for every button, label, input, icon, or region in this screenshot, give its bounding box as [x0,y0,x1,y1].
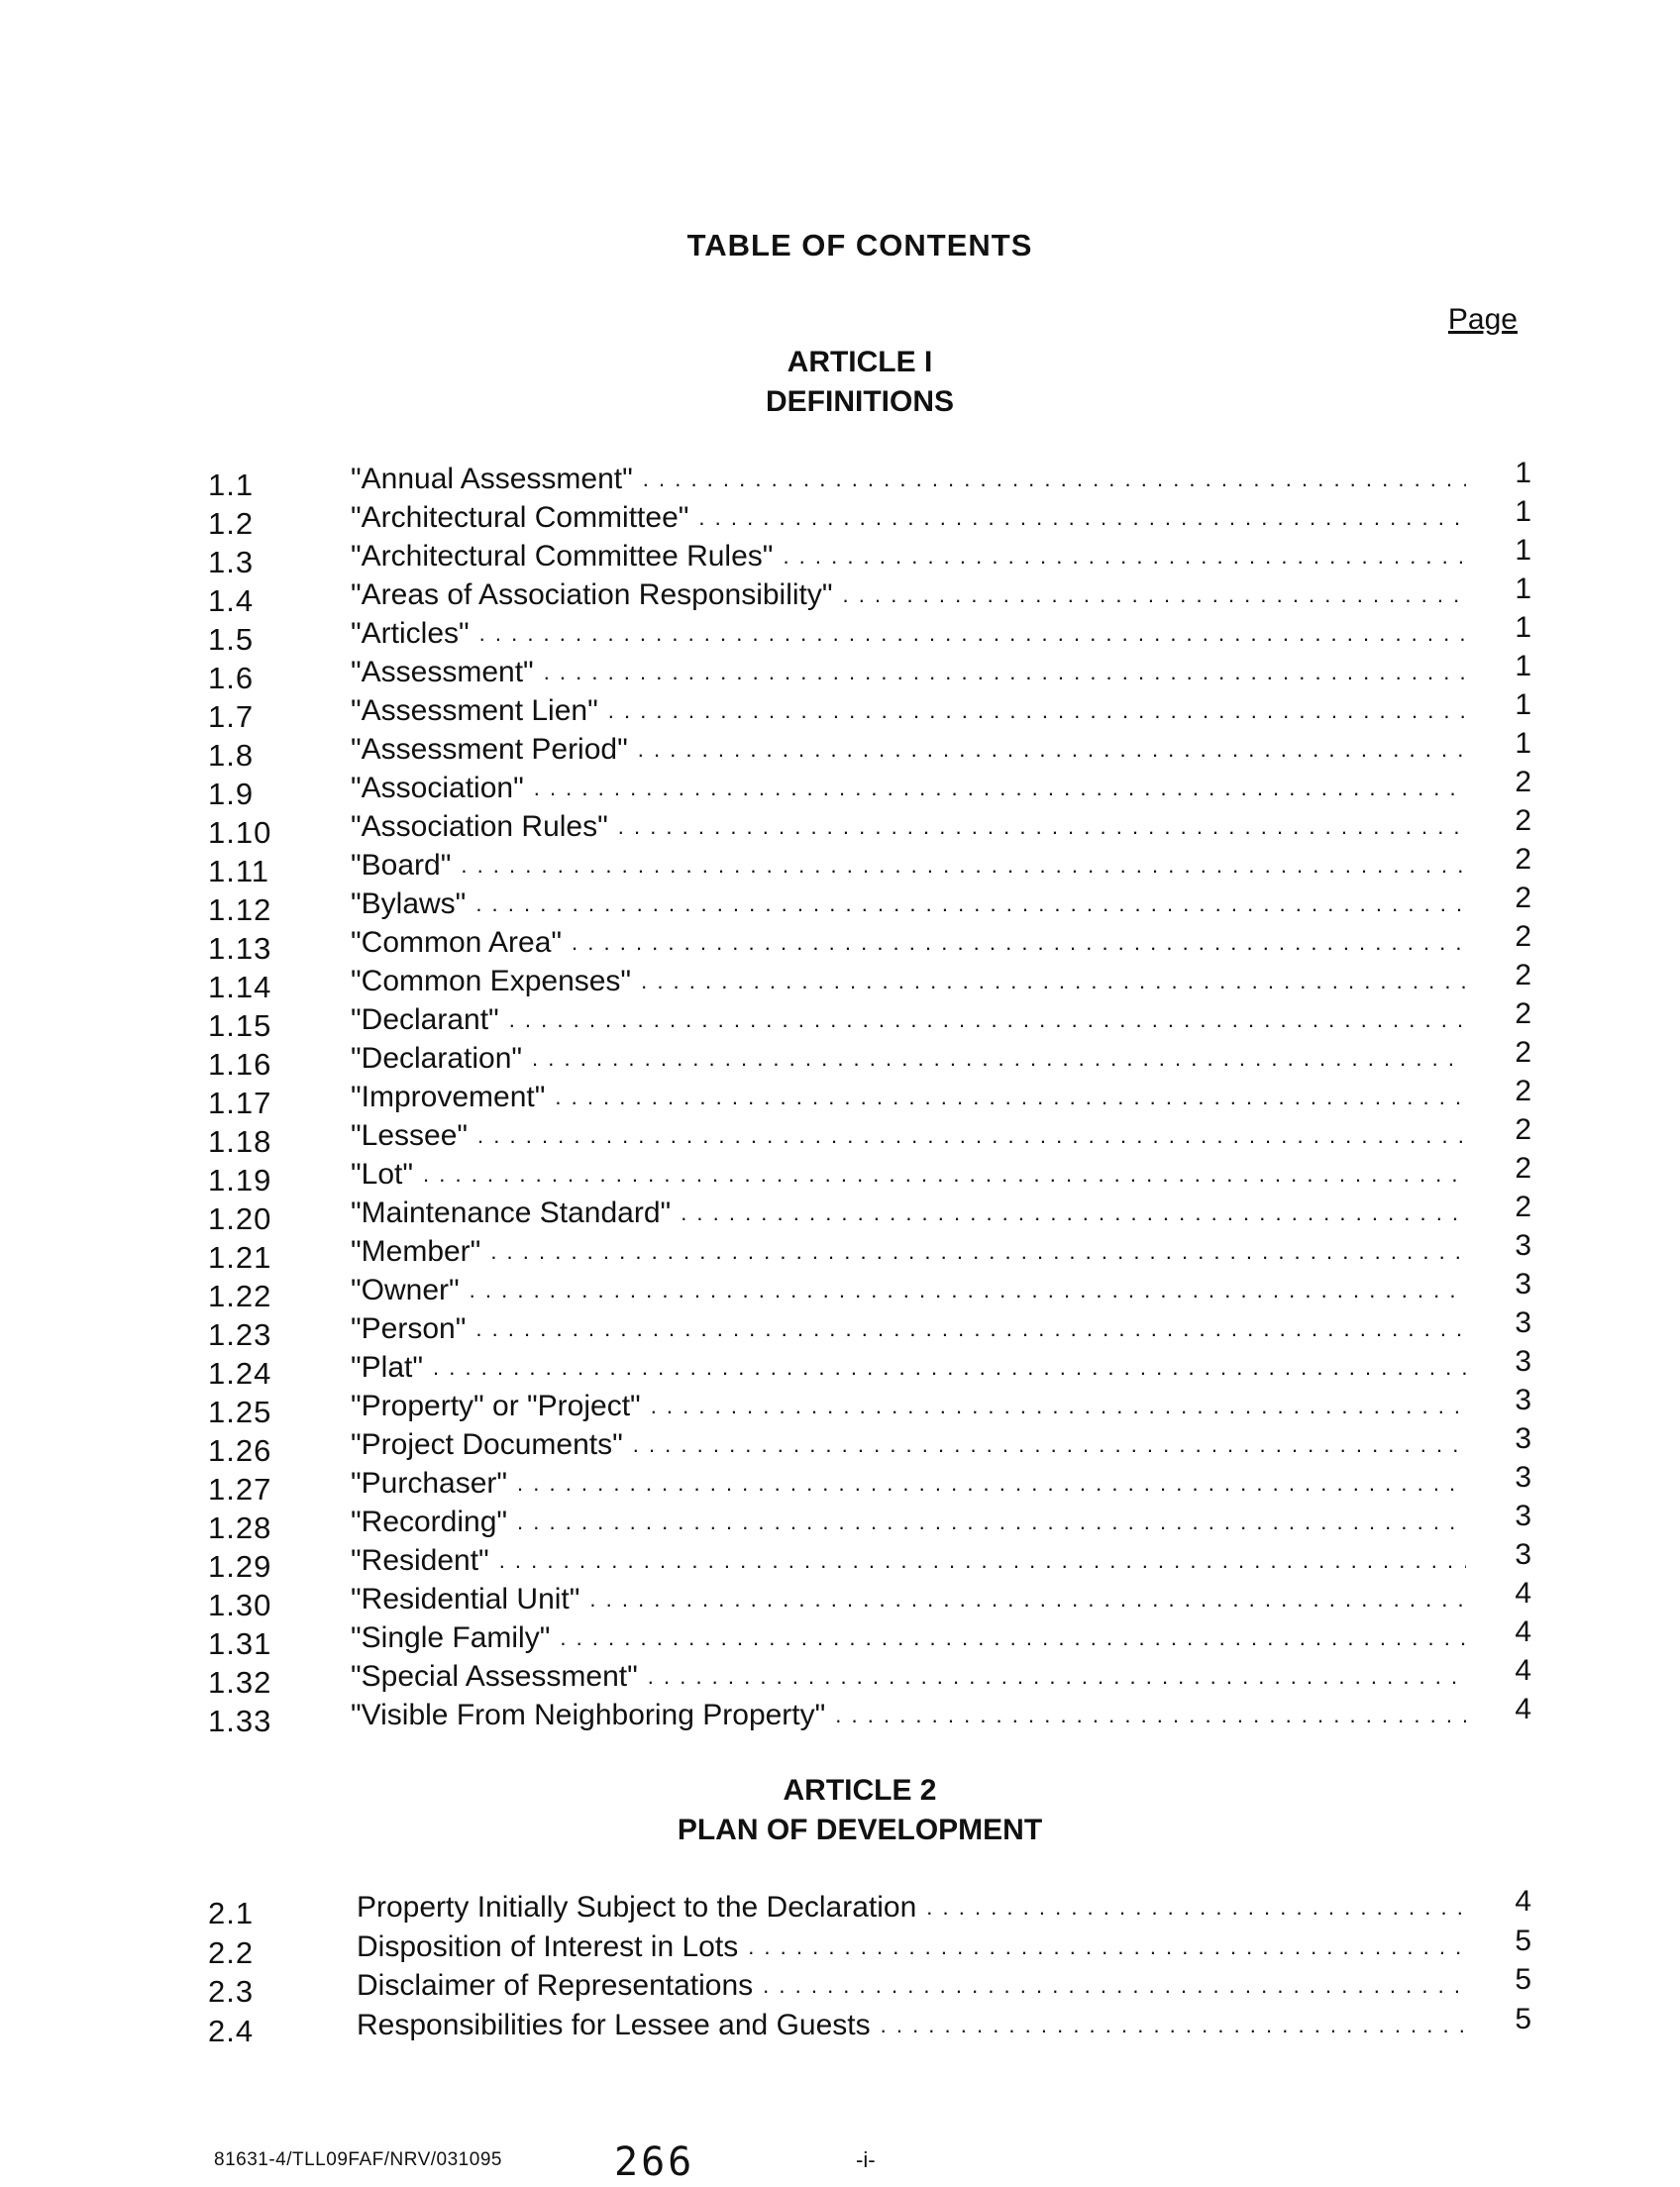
toc-entry-number: 1.31 [208,1626,272,1661]
toc-entry-title: "Common Area" . . . [351,923,1466,962]
toc-entry-number: 1.7 [208,699,255,734]
toc-entry-page: 1 [1515,573,1531,605]
toc-entry-title: "Bylaws" . . . [351,885,1466,923]
toc-entry-number: 1.28 [208,1510,272,1545]
toc-entry-row [208,1885,1535,1930]
toc-entry-row [208,920,1535,966]
toc-entry-row [208,843,1535,888]
toc-entry-page: 1 [1515,688,1531,721]
toc-entry-title: Responsibilities for Lessee and Guests . . . [357,2006,1466,2044]
toc-entry-page: 2 [1515,1075,1531,1107]
toc-entry-row [208,1345,1535,1391]
toc-entry-page: 2 [1515,1113,1531,1146]
toc-entry-number: 1.5 [208,622,255,657]
toc-entry-page: 2 [1515,920,1531,953]
toc-entry-number: 1.14 [208,970,272,1004]
toc-entry-title: "Areas of Association Responsibility" . . . [351,575,1466,614]
toc-entry-number: 1.22 [208,1279,272,1313]
toc-entry-title: Property Initially Subject to the Declaration . . . [357,1888,1466,1927]
toc-entry-row [208,650,1535,695]
toc-entry-row [208,1654,1535,1700]
toc-entry-number: 1.10 [208,815,272,850]
toc-entry-number: 1.2 [208,506,255,541]
toc-entry-title: "Residential Unit" . . . [351,1580,1466,1618]
toc-entry-title: Disclaimer of Representations . . . [357,1966,1466,2005]
toc-entry-number: 2.4 [208,2013,255,2048]
toc-entry-number: 1.21 [208,1240,272,1275]
toc-entry-row [208,959,1535,1004]
toc-entry-number: 2.3 [208,1974,255,2009]
toc-entry-title: "Project Documents" . . . [351,1425,1466,1464]
toc-entry-page: 3 [1515,1538,1531,1571]
document-title: TABLE OF CONTENTS [686,228,1033,262]
toc-entry-row [208,882,1535,927]
toc-entry-title: "Person" . . . [351,1309,1466,1348]
toc-entry-page: 3 [1515,1384,1531,1416]
toc-entry-title: "Plat" . . . [351,1348,1466,1387]
toc-entry-number: 1.8 [208,738,255,773]
footer-document-code: 81631-4/TLL09FAF/NRV/031095 [214,2149,502,2170]
toc-entry-page: 4 [1515,1885,1531,1918]
toc-entry-number: 1.4 [208,583,255,618]
toc-entry-title: "Property" or "Project" . . . [351,1387,1466,1425]
toc-entry-row [208,1538,1535,1584]
toc-entry-number: 1.12 [208,892,272,927]
toc-entry-page: 2 [1515,1191,1531,1223]
toc-entry-title: "Assessment Lien" . . . [351,691,1466,730]
toc-entry-page: 2 [1515,1036,1531,1069]
toc-entry-number: 1.19 [208,1163,272,1198]
toc-entry-page: 4 [1515,1615,1531,1648]
toc-entry-page: 3 [1515,1345,1531,1378]
toc-entry-page: 4 [1515,1693,1531,1725]
toc-entry-number: 1.18 [208,1124,272,1159]
toc-entry-row [208,1306,1535,1352]
toc-entry-row [208,611,1535,657]
toc-entry-page: 5 [1515,1963,1531,1996]
page-column-header: Page [1447,303,1518,336]
toc-entry-number: 1.17 [208,1086,272,1120]
toc-entry-row [208,495,1535,541]
toc-entry-number: 1.27 [208,1472,272,1507]
footer-stamp-number: 266 [614,2139,695,2185]
toc-entry-row [208,1384,1535,1429]
toc-entry-row [208,2002,1535,2048]
toc-entry-number: 1.9 [208,777,255,811]
toc-entry-row [208,1615,1535,1661]
toc-entry-title: "Lot" . . . [351,1155,1466,1194]
toc-entry-row [208,1693,1535,1738]
toc-entry-title: Disposition of Interest in Lots . . . [357,1927,1466,1966]
toc-entry-title: "Lessee" . . . [351,1116,1466,1155]
toc-entry-number: 1.29 [208,1549,272,1584]
toc-entry-page: 3 [1515,1500,1531,1532]
toc-entry-row [208,534,1535,579]
toc-entry-title: "Assessment" . . . [351,653,1466,691]
toc-entry-title: "Association" . . . [351,769,1466,807]
toc-entry-page: 3 [1515,1422,1531,1455]
toc-entry-number: 1.20 [208,1201,272,1236]
toc-entry-title: "Single Family" . . . [351,1618,1466,1657]
toc-entry-title: "Articles" . . . [351,614,1466,653]
toc-entry-page: 2 [1515,997,1531,1030]
toc-entry-row [208,1191,1535,1236]
toc-entry-row [208,727,1535,773]
toc-entry-number: 1.26 [208,1433,272,1468]
toc-entry-page: 1 [1515,611,1531,644]
toc-entry-title: "Architectural Committee" . . . [351,498,1466,537]
toc-entry-page: 2 [1515,804,1531,837]
toc-entry-title: "Annual Assessment" . . . [351,460,1466,498]
toc-entry-page: 2 [1515,766,1531,798]
toc-entry-number: 1.33 [208,1704,272,1738]
toc-entry-page: 3 [1515,1268,1531,1301]
toc-entry-number: 1.6 [208,661,255,695]
article-1-name: DEFINITIONS [765,385,954,418]
toc-entry-page: 1 [1515,534,1531,567]
toc-entry-number: 2.1 [208,1896,255,1930]
toc-entry-row [208,573,1535,618]
toc-entry-number: 1.32 [208,1665,272,1700]
toc-entry-page: 3 [1515,1306,1531,1339]
toc-entry-row [208,1500,1535,1545]
toc-entry-number: 1.13 [208,931,272,966]
toc-entry-page: 1 [1515,727,1531,760]
toc-entry-title: "Member" . . . [351,1232,1466,1271]
toc-entry-title: "Common Expenses" . . . [351,962,1466,1000]
toc-entry-page: 2 [1515,843,1531,876]
toc-entry-title: "Assessment Period" . . . [351,730,1466,769]
toc-entry-title: "Visible From Neighboring Property" . . . [351,1696,1466,1734]
toc-entry-row [208,1113,1535,1159]
toc-entry-title: "Owner" . . . [351,1271,1466,1309]
toc-entry-number: 1.23 [208,1317,272,1352]
article-2-entry-list [208,1885,1535,2048]
toc-entry-page: 4 [1515,1654,1531,1687]
toc-entry-page: 1 [1515,495,1531,528]
toc-entry-page: 2 [1515,882,1531,914]
toc-entry-number: 1.25 [208,1395,272,1429]
toc-entry-row [208,1036,1535,1082]
toc-entry-number: 1.3 [208,545,255,579]
toc-entry-row [208,688,1535,734]
article-2-heading [20,1771,1680,1850]
toc-entry-title: "Declaration" . . . [351,1039,1466,1078]
toc-entry-number: 1.24 [208,1356,272,1391]
toc-entry-title: "Special Assessment" . . . [351,1657,1466,1696]
toc-entry-row [208,1963,1535,2009]
article-2-number: ARTICLE 2 [783,1774,937,1807]
toc-entry-title: "Recording" . . . [351,1503,1466,1541]
toc-entry-page: 1 [1515,457,1531,489]
toc-entry-row [208,804,1535,850]
toc-entry-title: "Association Rules" . . . [351,807,1466,846]
toc-entry-title: "Resident" . . . [351,1541,1466,1580]
toc-entry-number: 1.16 [208,1047,272,1082]
toc-entry-row [208,1268,1535,1313]
toc-entry-row [208,1075,1535,1120]
article-1-heading [20,343,1680,422]
toc-entry-title: "Board" . . . [351,846,1466,885]
toc-entry-page: 1 [1515,650,1531,682]
toc-entry-row [208,1422,1535,1468]
toc-entry-page: 5 [1515,1924,1531,1957]
toc-entry-row [208,766,1535,811]
toc-entry-title: "Maintenance Standard" . . . [351,1194,1466,1232]
toc-entry-page: 2 [1515,1152,1531,1185]
toc-entry-page: 4 [1515,1577,1531,1610]
toc-entry-row [208,1461,1535,1507]
article-2-name: PLAN OF DEVELOPMENT [677,1814,1043,1846]
footer-page-marker: -i- [856,2147,876,2172]
toc-entry-number: 1.15 [208,1008,272,1043]
toc-entry-page: 3 [1515,1229,1531,1262]
toc-entry-title: "Declarant" . . . [351,1000,1466,1039]
toc-entry-number: 1.11 [208,854,270,888]
toc-entry-row [208,1577,1535,1622]
toc-entry-page: 5 [1515,2002,1531,2035]
article-1-entry-list [208,457,1535,1738]
toc-entry-title: "Improvement" . . . [351,1078,1466,1116]
toc-entry-row [208,457,1535,502]
toc-entry-row [208,1229,1535,1275]
toc-entry-row [208,1152,1535,1198]
toc-entry-row [208,997,1535,1043]
toc-entry-number: 1.30 [208,1588,272,1622]
toc-entry-page: 2 [1515,959,1531,991]
toc-entry-title: "Architectural Committee Rules" . . . [351,537,1466,575]
toc-entry-number: 2.2 [208,1934,255,1970]
article-1-number: ARTICLE I [787,346,933,378]
toc-entry-page: 3 [1515,1461,1531,1494]
toc-entry-row [208,1924,1535,1970]
toc-entry-number: 1.1 [208,468,255,502]
toc-entry-title: "Purchaser" . . . [351,1464,1466,1503]
